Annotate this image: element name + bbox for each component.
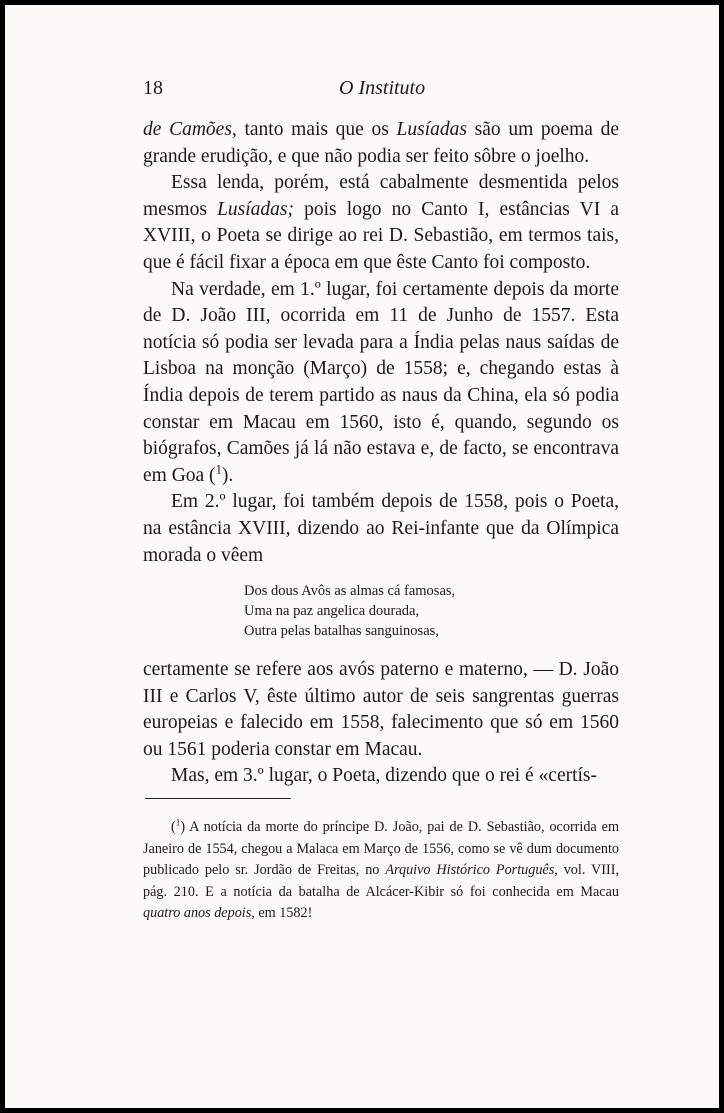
paragraph-2 <box>143 170 619 276</box>
footnote-text: ($^1$) A notícia da morte do príncipe D. João, pai de D. Sebastião, ocorrida em Janeiro de 1554, chegou a Malaca em Março de 1556, como se vê dum documento publicado pelo sr. Jordão de Freitas, no Arquivo Histórico Português, vol. VIII, pág. 210. E a notícia da batalha de Alcácer-Kibir só foi conhecida em Macau quatro anos depois, em 1582! <box>143 817 619 921</box>
verse-line: Dos dous Avôs as almas cá famosas, <box>244 583 456 599</box>
paragraph-4 <box>143 489 619 569</box>
footnote-reference: 1 <box>215 462 222 477</box>
text-segment: em 1582! <box>254 905 313 921</box>
text-segment: pois logo no Canto I, estâncias VI a XVIII, o Poeta se dirige ao rei D. Sebastião, em termos tais, que é fácil fixar a época em que êste Canto foi composto. <box>143 198 619 273</box>
italic-camoes: de Camões, <box>143 119 237 140</box>
verse-quote <box>244 581 584 641</box>
paragraph-3 <box>143 277 619 490</box>
text-segment: são um poema de grande erudição, e que não podia ser feito sôbre o joelho. <box>143 119 619 167</box>
verse-line: Outra pelas batalhas sanguinosas, <box>244 623 439 639</box>
verse-line: Uma na paz angelica dourada, <box>244 603 420 619</box>
footnote-divider <box>145 798 291 799</box>
paragraph-5: certamente se refere aos avós paterno e materno, — D. João III e Carlos V, êste último autor de seis sangrentas guerras europeias e falecido em 1558, falecimento que só em 1560 ou 1561 poderia constar em Macau. <box>143 659 619 760</box>
main-text <box>143 117 619 569</box>
main-text-continuation <box>143 657 619 790</box>
running-title: O Instituto <box>339 77 426 99</box>
text-segment: , vol. VIII, pág. 210. E a notícia da batalha de Alcácer-Kibir só foi conhecida em Macau <box>143 862 619 900</box>
page-header <box>143 77 619 103</box>
text-segment: tanto mais que os <box>236 119 397 140</box>
text-segment: Na verdade, em 1.º lugar, foi certamente depois da morte de D. João III, ocorrida em 11 de Junho de 1557. Esta notícia só podia ser levada para a Índia pelas naus saídas de Lisboa na monção (Março) de 1558; e, chegando estas à Índia depois de terem partido as naus da China, ela só podia constar em Macau em 1560, isto é, quando, segundo os biógrafos, Camões já lá não estava e, de facto, se encontrava em Goa ( <box>143 278 619 486</box>
text-segment: Essa lenda, porém, está cabalmente desmentida pelos mesmos <box>143 172 619 220</box>
page-number: 18 <box>143 77 163 99</box>
italic-lusiadas: Lusíadas; <box>217 198 294 220</box>
footnote <box>143 817 619 925</box>
text-segment: Em 2.º lugar, foi também depois de 1558, pois o Poeta, na estância XVIII, dizendo ao Rei-infante que da Olímpica morada o vêem <box>143 491 619 566</box>
italic-arquivo: Arquivo Histórico Português <box>385 862 555 878</box>
text-segment: A notícia da morte do príncipe D. João, pai de D. Sebastião, ocorrida em Janeiro de 1554, chegou a Malaca em Março de 1556, como se vê dum documento publicado pelo sr. Jordão de Freitas, no <box>143 819 619 878</box>
paragraph-1 <box>143 117 619 170</box>
italic-quatro-anos: quatro anos depois, <box>143 905 255 921</box>
text-segment: ). <box>221 464 234 486</box>
italic-lusiadas: Lusíadas <box>396 119 467 140</box>
paragraph-6: Mas, em 3.º lugar, o Poeta, dizendo que o rei é «certís- <box>171 765 598 787</box>
book-page <box>5 5 719 1108</box>
footnote-marker: 1 <box>175 817 181 828</box>
